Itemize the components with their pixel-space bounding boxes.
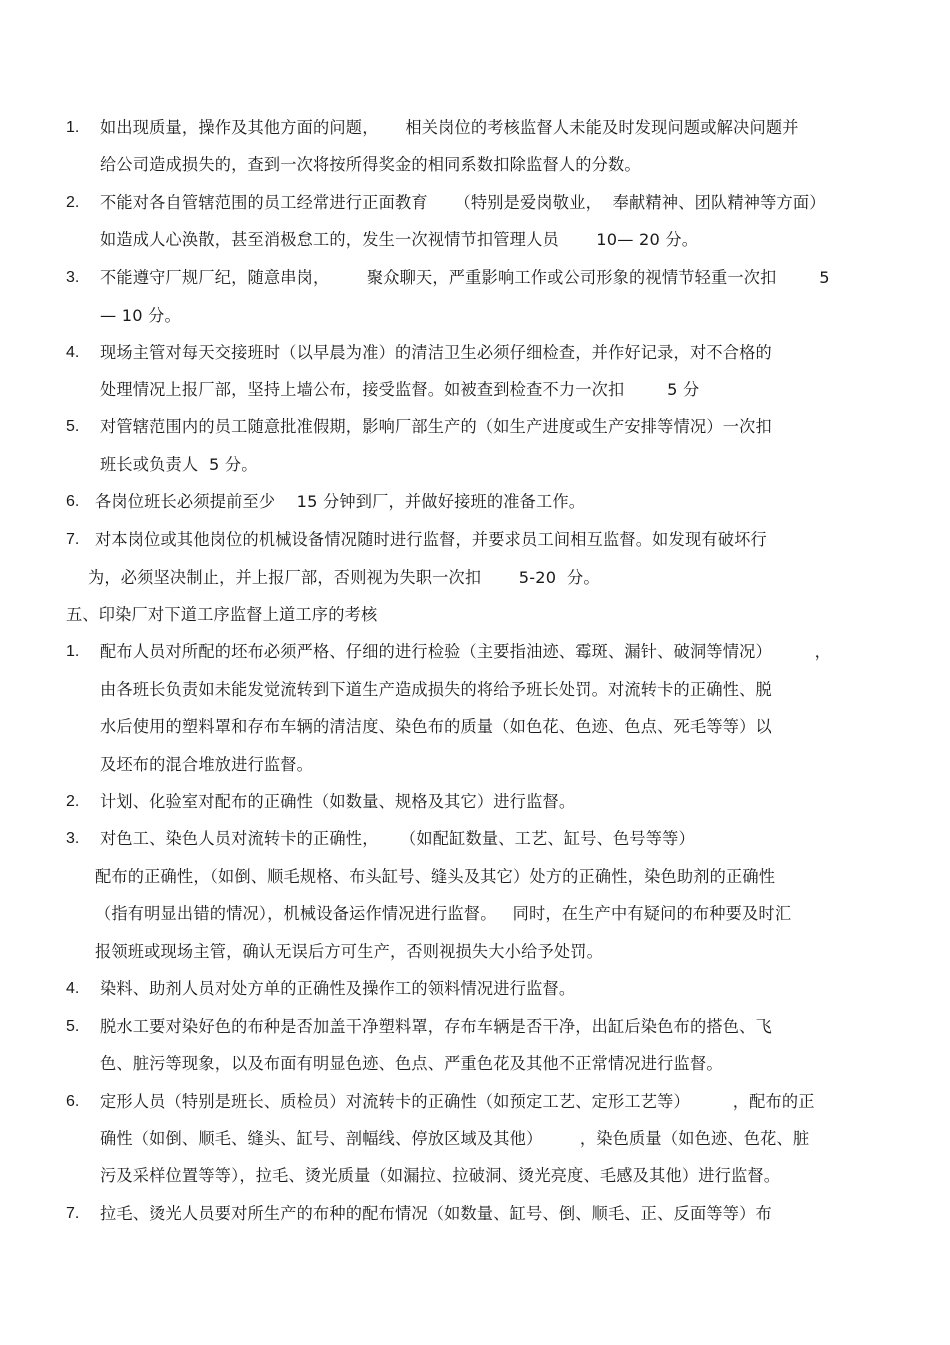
item-number: 7. [66,531,80,548]
item-text-line: 各岗位班长必须提前至少 15 分钟到厂，并做好接班的准备工作。 [95,492,586,511]
item-text-line: 班长或负责人 5 分。 [100,455,258,474]
item-text-line: 及坯布的混合堆放进行监督。 [100,755,314,774]
item-text-line: 处理情况上报厂部，坚持上墙公布，接受监督。如被查到检查不力一次扣 5 分 [100,380,700,399]
item-text-line: 不能遵守厂规厂纪，随意串岗， 聚众聊天，严重影响工作或公司形象的视情节轻重一次扣 5 [100,268,830,287]
item-text-line: — 10 分。 [100,306,181,325]
item-number: 6. [66,493,80,510]
item-number: 1. [66,119,80,136]
item-text-line: 现场主管对每天交接班时（以早晨为准）的清洁卫生必须仔细检查，并作好记录，对不合格的 [100,343,772,362]
item-text-line: 配布人员对所配的坯布必须严格、仔细的进行检验（主要指油迹、霉斑、漏针、破洞等情况） ， [100,642,832,661]
item-number: 5. [66,1018,80,1035]
item-number: 3. [66,269,80,286]
item-text-line: 水后使用的塑料罩和存布车辆的清洁度、染色布的质量（如色花、色迹、色点、死毛等等）以 [100,717,772,736]
item-text-line: 确性（如倒、顺毛、缝头、缸号、剖幅线、停放区域及其他） ，染色质量（如色迹、色花、脏 [100,1129,810,1148]
item-text-line: 拉毛、烫光人员要对所生产的布种的配布情况（如数量、缸号、倒、顺毛、正、反面等等）布 [100,1204,772,1223]
item-number: 7. [66,1205,80,1222]
item-text-line: 如出现质量，操作及其他方面的问题， 相关岗位的考核监督人未能及时发现问题或解决问题并 [100,118,799,137]
item-number: 3. [66,830,80,847]
item-text-line: 色、脏污等现象，以及布面有明显色迹、色点、严重色花及其他不正常情况进行监督。 [100,1054,723,1073]
item-text-line: 对本岗位或其他岗位的机械设备情况随时进行监督，并要求员工间相互监督。如发现有破坏行 [95,530,767,549]
item-text-line: 报领班或现场主管，确认无误后方可生产，否则视损失大小给予处罚。 [95,942,604,961]
section-heading: 五、印染厂对下道工序监督上道工序的考核 [66,605,378,624]
item-text-line: 对管辖范围内的员工随意批准假期，影响厂部生产的（如生产进度或生产安排等情况）一次扣 [100,417,772,436]
item-number: 1. [66,643,80,660]
item-text-line: 为，必须坚决制止，并上报厂部，否则视为失职一次扣 5-20 分。 [88,568,600,587]
item-number: 4. [66,344,80,361]
item-number: 2. [66,194,80,211]
item-text-line: 由各班长负责如未能发觉流转到下道生产造成损失的将给予班长处罚。对流转卡的正确性、脱 [100,680,772,699]
item-text-line: 给公司造成损失的，查到一次将按所得奖金的相同系数扣除监督人的分数。 [100,155,641,174]
item-text-line: 如造成人心涣散，甚至消极怠工的，发生一次视情节扣管理人员 10— 20 分。 [100,230,699,249]
item-text-line: 配布的正确性，（如倒、顺毛规格、布头缸号、缝头及其它）处方的正确性，染色助剂的正确性 [95,867,776,886]
item-number: 6. [66,1093,80,1110]
item-text-line: 污及采样位置等等），拉毛、烫光质量（如漏拉、拉破洞、烫光亮度、毛感及其他）进行监督。 [100,1166,781,1185]
item-text-line: 对色工、染色人员对流转卡的正确性， （如配缸数量、工艺、缸号、色号等等） [100,829,695,848]
item-text-line: 染料、助剂人员对处方单的正确性及操作工的领料情况进行监督。 [100,979,576,998]
item-text-line: 计划、化验室对配布的正确性（如数量、规格及其它）进行监督。 [100,792,576,811]
item-number: 4. [66,980,80,997]
item-number: 5. [66,418,80,435]
item-text-line: 定形人员（特别是班长、质检员）对流转卡的正确性（如预定工艺、定形工艺等） ，配布的正 [100,1092,815,1111]
item-number: 2. [66,793,80,810]
item-text-line: 不能对各自管辖范围的员工经常进行正面教育 （特别是爱岗敬业， 奉献精神、团队精神等方面） [100,193,826,212]
item-text-line: （指有明显出错的情况），机械设备运作情况进行监督。 同时，在生产中有疑问的布种要及时汇 [95,904,792,923]
item-text-line: 脱水工要对染好色的布种是否加盖干净塑料罩，存布车辆是否干净，出缸后染色布的搭色、飞 [100,1017,772,1036]
